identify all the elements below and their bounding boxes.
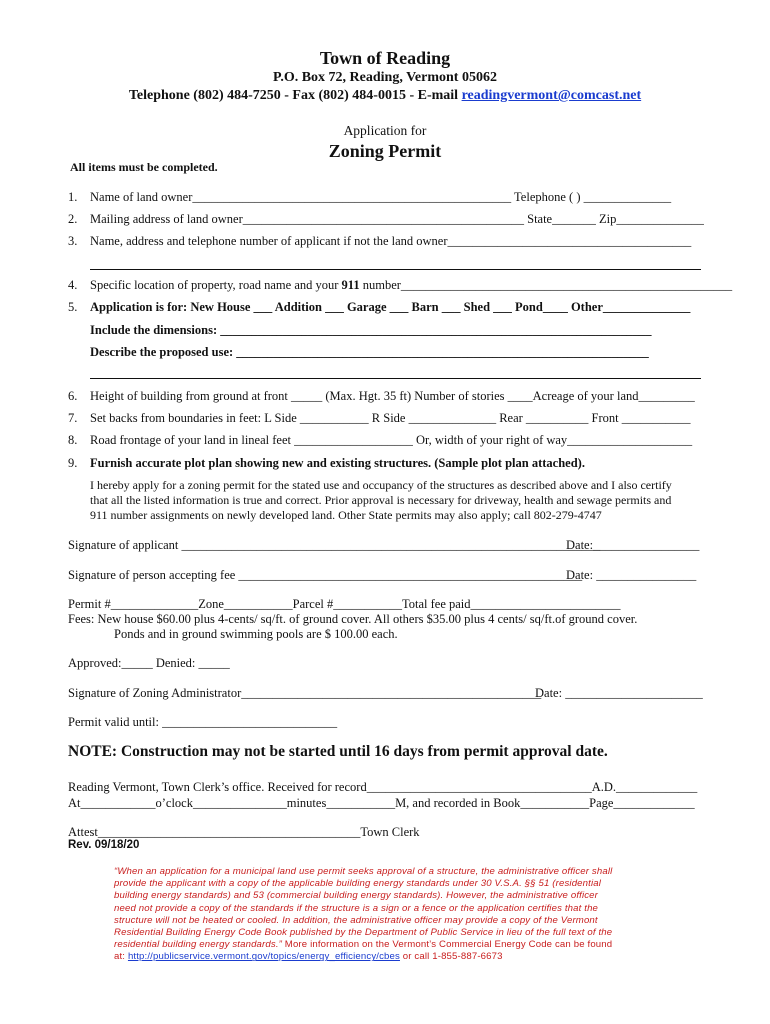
road-frontage-field[interactable]: Road frontage of your land in lineal feet ___________________ Or, width of your right of way____________________ — [90, 433, 693, 447]
application-type-field[interactable]: Application is for: New House ___ Addition ___ Garage ___ Barn ___ Shed ___ Pond____ Other______________ — [90, 300, 691, 314]
application-for-label: Application for — [343, 123, 427, 138]
permit-info-field[interactable]: Permit #______________Zone___________Parcel #___________Total fee paid________________________ — [68, 597, 621, 611]
fees-text-2: Ponds and in ground swimming pools are $ 100.00 each. — [114, 627, 398, 641]
item-number: 9. — [68, 456, 78, 470]
footnote-line — [114, 939, 612, 951]
location-label: Specific location of property, road name and your — [90, 278, 342, 292]
energy-code-footnote — [114, 866, 612, 964]
approval-field[interactable]: Approved:_____ Denied: _____ — [68, 656, 230, 670]
contact-line — [0, 88, 770, 104]
nine-one-one-label: 911 — [341, 278, 360, 292]
item-number: 2. — [68, 212, 78, 226]
email-link[interactable]: readingvermont@comcast.net — [461, 88, 642, 103]
item-number: 1. — [68, 190, 78, 204]
item-6 — [68, 389, 695, 404]
address-line: P.O. Box 72, Reading, Vermont 05062 — [273, 70, 497, 85]
item-7 — [68, 411, 691, 426]
attest-field[interactable]: Attest__________________________________________Town Clerk — [68, 825, 420, 839]
certify-line: 911 number assignments on newly developed land. Other State permits may also apply; call 802-279-4747 — [90, 508, 602, 522]
item-number: 8. — [68, 433, 78, 447]
footnote-more-info: More information on the Vermont’s Commercial Energy Code can be found — [281, 939, 613, 951]
footnote-line: structure will not be heated or cooled. In addition, the administrative officer may provide a copy of the Vermont — [114, 914, 598, 926]
owner-name-field[interactable]: Name of land owner___________________________________________________ Telephone ( ) ______________ — [90, 190, 672, 204]
item-number: 5. — [68, 300, 78, 314]
accepting-date-field[interactable]: Date: ________________ — [566, 568, 697, 582]
footnote-line: provide the applicant with a copy of the applicable building energy standards under 30 V.S.A. §§ 51 (residential — [114, 878, 602, 890]
footnote-phone: or call 1-855-887-6673 — [399, 951, 503, 963]
revision-label: Rev. 09/18/20 — [68, 839, 140, 851]
item-9 — [68, 456, 585, 471]
item-4 — [68, 278, 732, 293]
footnote-line: building energy standards) and 53 (commercial building energy standards). However, the administrative officer — [114, 890, 599, 902]
town-title: Town of Reading — [319, 48, 451, 68]
item-number: 7. — [68, 411, 78, 425]
clerk-record-field[interactable]: Reading Vermont, Town Clerk’s office. Received for record____________________________________A.D._____________ — [68, 780, 698, 794]
accepting-signature-field[interactable]: Signature of person accepting fee _______________________________________________________ — [68, 568, 583, 582]
item-5 — [68, 300, 690, 315]
form-title: Zoning Permit — [328, 141, 442, 161]
location-field[interactable]: number_____________________________________________________ — [359, 278, 733, 292]
item-number: 6. — [68, 389, 78, 403]
applicant-info-field[interactable]: Name, address and telephone number of applicant if not the land owner_______________________________________ — [90, 234, 692, 248]
item-1 — [68, 190, 671, 205]
footnote-line: Residential Building Energy Code Book published by the Department of Public Service in lieu of the full text of the — [114, 927, 613, 939]
footnote-line: need not provide a copy of the standards if the structure is a sign or a fence or the application certifies that the — [114, 902, 599, 914]
proposed-use-field[interactable]: Describe the proposed use: __________________________________________________________________ — [90, 345, 649, 359]
certify-line: I hereby apply for a zoning permit for the stated use and occupancy of the structures as described above and I also certify — [90, 478, 672, 492]
permit-valid-field[interactable]: Permit valid until: ____________________________ — [68, 715, 338, 729]
item-number: 4. — [68, 278, 78, 292]
footnote-line: “When an application for a municipal land use permit seeks approval of a structure, the administrative officer shall — [114, 866, 613, 877]
zoning-admin-date-field[interactable]: Date: ______________________ — [535, 686, 703, 700]
setbacks-field[interactable]: Set backs from boundaries in feet: L Side ___________ R Side ______________ Rear __________ Front ___________ — [90, 411, 691, 425]
footnote-line — [114, 951, 612, 963]
footnote-quote-end: residential building energy standards.” — [114, 939, 282, 951]
item-number: 3. — [68, 234, 78, 248]
plot-plan-instruction: Furnish accurate plot plan showing new and existing structures. (Sample plot plan attached). — [90, 456, 585, 470]
item-2 — [68, 212, 704, 227]
clerk-book-field[interactable]: At____________o’clock_______________minutes___________M, and recorded in Book___________Page_____________ — [68, 796, 695, 810]
fees-text: Fees: New house $60.00 plus 4-cents/ sq/ft. of ground cover. All others $35.00 plus 4 cents/ sq/ft.of ground cover. — [68, 612, 638, 626]
applicant-date-field[interactable]: Date:_________________ — [566, 538, 700, 552]
energy-code-link[interactable]: http://publicservice.vermont.gov/topics/energy_efficiency/cbes — [127, 951, 400, 963]
mailing-address-field[interactable]: Mailing address of land owner_____________________________________________ State_______ Zip______________ — [90, 212, 704, 226]
applicant-info-continuation-line[interactable] — [90, 269, 701, 270]
item-8 — [68, 433, 692, 448]
all-items-note: All items must be completed. — [70, 160, 218, 174]
contact-text: Telephone (802) 484-7250 - Fax (802) 484-0015 - E-mail — [128, 88, 462, 103]
construction-note: NOTE: Construction may not be started until 16 days from permit approval date. — [68, 743, 608, 760]
zoning-admin-signature-field[interactable]: Signature of Zoning Administrator________________________________________________ — [68, 686, 542, 700]
dimensions-field[interactable]: Include the dimensions: _____________________________________________________________________ — [90, 323, 652, 337]
applicant-signature-field[interactable]: Signature of applicant ___________________________________________________________________ — [68, 538, 601, 552]
certify-line: that all the listed information is true and correct. Prior approval is necessary for driveway, health and sewage permits and — [90, 493, 672, 507]
item-3 — [68, 234, 691, 249]
proposed-use-continuation-line[interactable] — [90, 378, 701, 379]
footnote-at: at: — [114, 951, 128, 963]
building-height-field[interactable]: Height of building from ground at front _____ (Max. Hgt. 35 ft) Number of stories ____Acreage of your land_________ — [90, 389, 695, 403]
